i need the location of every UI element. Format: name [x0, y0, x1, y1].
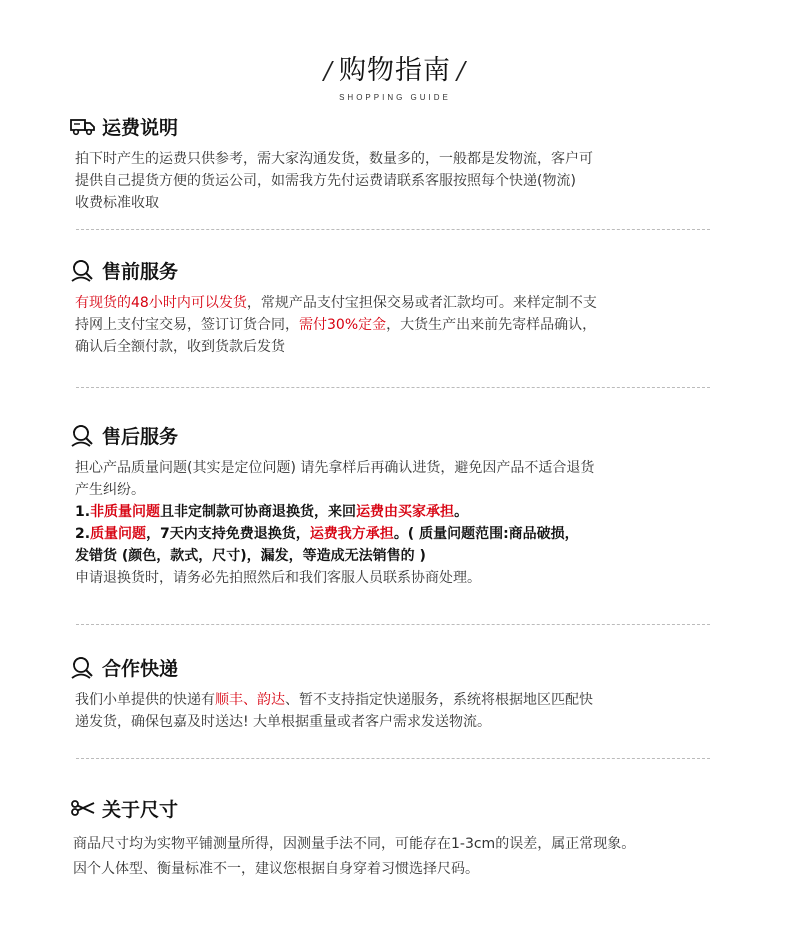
courier-section — [70, 653, 710, 733]
shipping-text — [75, 148, 710, 214]
item-2-mid: ，7天内支持免费退换货， — [146, 526, 310, 542]
aftersale-title: 售后服务 — [102, 425, 179, 448]
aftersale-item-2-line-2: 发错货 (颜色，款式，尺寸)，漏发，等造成无法销售的 ) — [75, 548, 426, 564]
support-agent-icon — [70, 258, 96, 282]
size-line-2: 因个人体型、衡量标准不一，建议您根据自身穿着习惯选择尺码。 — [73, 861, 479, 877]
divider — [76, 758, 710, 759]
courier-heading — [70, 653, 710, 681]
size-heading — [70, 794, 710, 822]
shipping-heading — [70, 112, 710, 140]
divider — [76, 229, 710, 230]
presale-line-2 — [75, 314, 710, 336]
aftersale-heading — [70, 421, 710, 449]
aftersale-item-2 — [75, 523, 710, 545]
divider — [76, 387, 710, 388]
aftersale-line-2: 产生纠纷。 — [75, 482, 145, 498]
divider — [76, 624, 710, 625]
courier-line-2: 递发货，确保包嘉及时送达! 大单根据重量或者客户需求发送物流。 — [75, 714, 492, 730]
item-2-end: 。( 质量问题范围:商品破损， — [393, 526, 579, 542]
courier-line-1-pre: 我们小单提供的快递有 — [75, 692, 215, 708]
presale-line-2-pre: 持网上支付宝交易，签订订货合同， — [75, 317, 299, 333]
item-2-number: 2. — [75, 526, 91, 542]
shipping-line-3: 收费标准收取 — [75, 195, 159, 211]
item-1-mid: 且非定制款可协商退换货，来回 — [160, 504, 357, 520]
aftersale-text — [75, 457, 710, 589]
presale-text — [75, 292, 710, 358]
shipping-line-1: 拍下时产生的运费只供参考，需大家沟通发货，数量多的，一般都是发物流，客户可 — [75, 151, 593, 167]
aftersale-section — [70, 421, 710, 589]
aftersale-last-line: 申请退换货时，请务必先拍照然后和我们客服人员联系协商处理。 — [75, 570, 481, 586]
shipping-line-2: 提供自己提货方便的货运公司，如需我方先付运费请联系客服按照每个快递(物流) — [75, 173, 576, 189]
page-subtitle: SHOPPING GUIDE — [339, 93, 451, 102]
courier-text — [75, 689, 710, 733]
aftersale-line-1: 担心产品质量问题(其实是定位问题) 请先拿样后再确认进货，避免因产品不适合退货 — [75, 460, 595, 476]
presale-title: 售前服务 — [102, 260, 179, 283]
page-title — [0, 48, 790, 87]
size-text — [73, 832, 710, 882]
size-section — [70, 794, 710, 882]
presale-line-2-post: ，大货生产出来前先寄样品确认， — [386, 317, 597, 333]
presale-highlight-deposit: 需付30%定金 — [299, 317, 387, 333]
aftersale-item-1 — [75, 501, 710, 523]
item-1-number: 1. — [75, 504, 91, 520]
support-agent-icon — [70, 655, 96, 679]
shipping-section — [70, 112, 710, 214]
scissors-icon — [70, 798, 96, 818]
size-title: 关于尺寸 — [102, 798, 179, 821]
presale-highlight-stock: 有现货的48小时内可以发货 — [75, 295, 247, 311]
courier-highlight-carriers: 顺丰、韵达 — [215, 692, 285, 708]
truck-icon — [70, 116, 96, 136]
presale-line-3: 确认后全额付款，收到货款后发货 — [75, 339, 285, 355]
item-2-highlight-seller-pays: 运费我方承担 — [309, 526, 394, 542]
presale-heading — [70, 256, 710, 284]
presale-section — [70, 256, 710, 358]
item-2-highlight-quality: 质量问题 — [90, 526, 147, 542]
presale-line-1-rest: ，常规产品支付宝担保交易或者汇款均可。来样定制不支 — [246, 295, 597, 311]
presale-line-1 — [75, 292, 710, 314]
title-slash-left: / — [323, 57, 333, 85]
support-agent-icon — [70, 423, 96, 447]
courier-title: 合作快递 — [102, 657, 179, 680]
size-line-1: 商品尺寸均为实物平铺测量所得，因测量手法不同，可能存在1-3cm的误差，属正常现象。 — [73, 836, 636, 852]
shipping-title: 运费说明 — [102, 116, 179, 139]
item-1-end: 。 — [454, 504, 469, 520]
title-slash-right: / — [457, 57, 467, 85]
courier-line-1-post: 、暂不支持指定快递服务，系统将根据地区匹配快 — [285, 692, 593, 708]
courier-line-1 — [75, 689, 710, 711]
item-1-highlight-buyer-pays: 运费由买家承担 — [356, 504, 455, 520]
page-header — [0, 48, 790, 102]
title-text: 购物指南 — [339, 55, 451, 86]
item-1-highlight-nonquality: 非质量问题 — [90, 504, 161, 520]
